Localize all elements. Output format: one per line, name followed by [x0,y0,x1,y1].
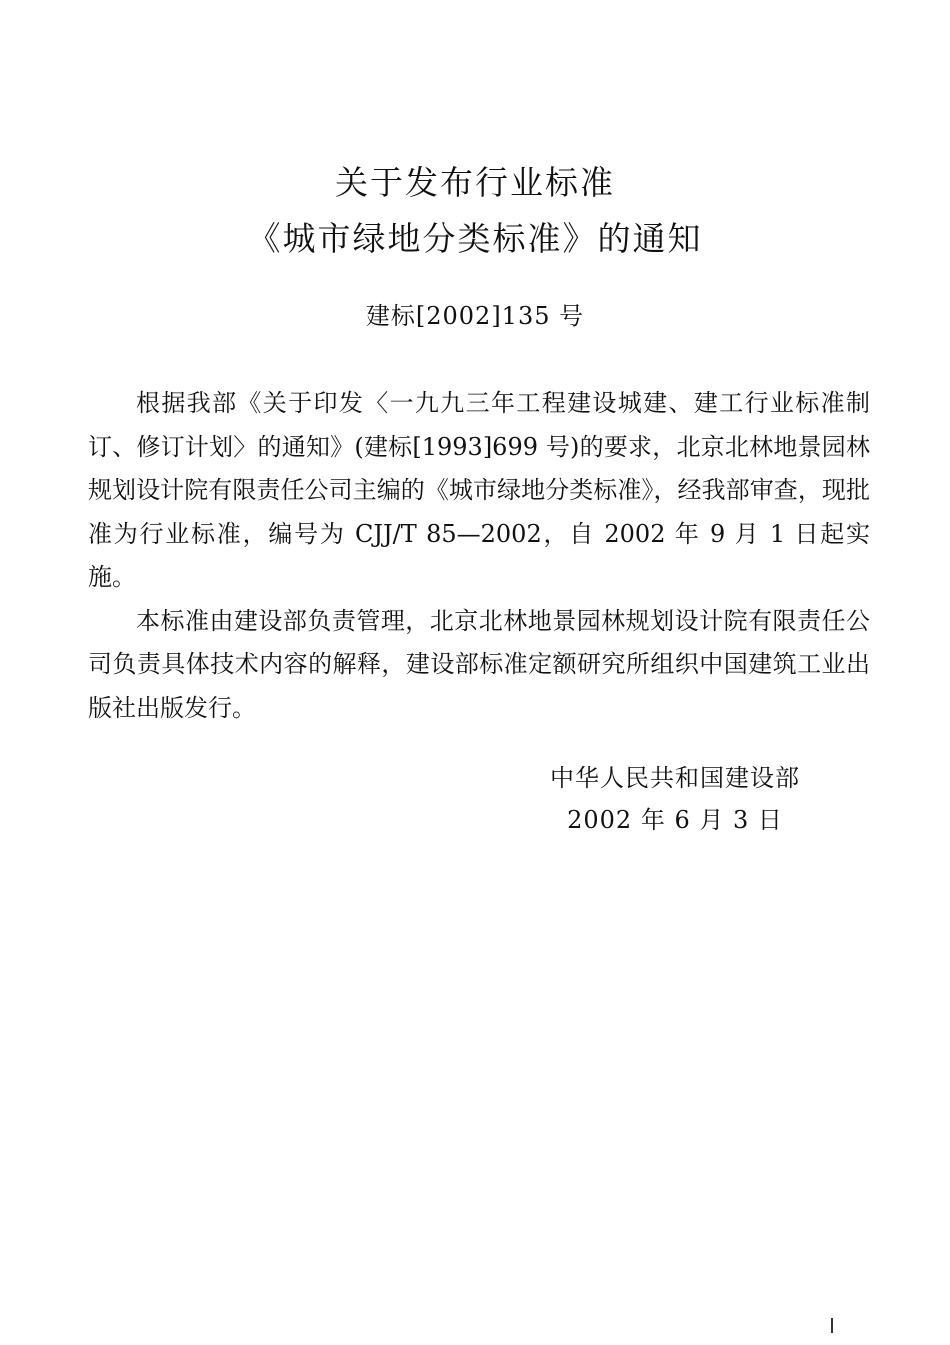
paragraph-approval: 根据我部《关于印发〈一九九三年工程建设城建、建工行业标准制订、修订计划〉的通知》(建标[1993]699 号)的要求，北京北林地景园林规划设计院有限责任公司主编的《城市绿地分类标准》，经我部审查，现批准为行业标准，编号为 CJJ/T 85—2002，自 2002 年 9 月 1 日起实施。 [88,389,870,591]
notice-title-line-2: 《城市绿地分类标准》的通知 [247,219,703,258]
signature-organization: 中华人民共和国建设部 [550,764,800,792]
page-number-mark [831,1318,833,1333]
document-number: 建标[2002]135 号 [365,302,585,330]
paragraph-management: 本标准由建设部负责管理，北京北林地景园林规划设计院有限责任公司负责具体技术内容的解释，建设部标准定额研究所组织中国建筑工业出版社出版发行。 [88,606,870,722]
notice-title-line-1: 关于发布行业标准 [335,163,615,202]
notice-body [88,382,870,730]
signature-date: 2002 年 6 月 3 日 [567,806,783,834]
